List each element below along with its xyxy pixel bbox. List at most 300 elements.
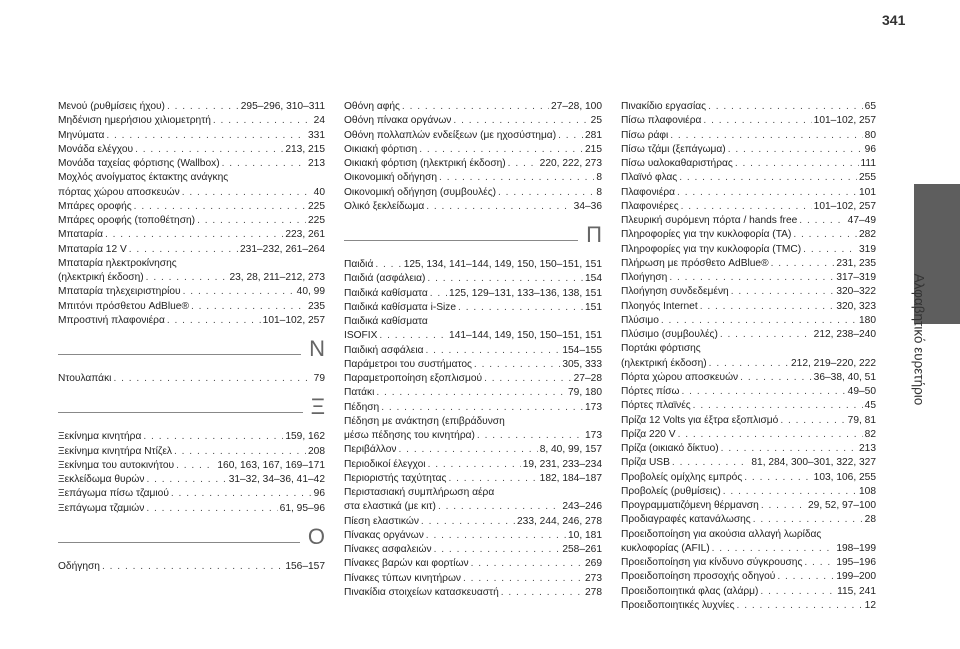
entry-page-numbers: 182, 184–187 — [539, 472, 602, 484]
index-entry — [621, 200, 876, 214]
dot-leader — [146, 502, 277, 516]
dot-leader — [471, 557, 583, 571]
index-entry — [621, 399, 876, 413]
entry-page-numbers: 255 — [859, 172, 876, 184]
index-entry — [344, 344, 602, 358]
index-entry-line — [621, 257, 876, 271]
index-entry — [621, 414, 876, 428]
entry-label: Προειδοποίηση για ακούσια αλλαγή λωρίδας — [621, 528, 822, 540]
entry-page-numbers: 208 — [308, 445, 325, 457]
dot-leader — [723, 485, 857, 499]
index-entry-line — [344, 143, 602, 157]
index-entry-line — [621, 456, 876, 470]
index-entry — [58, 285, 325, 299]
entry-label: Πρίζα 220 V — [621, 428, 676, 440]
entry-page-numbers: 103, 106, 255 — [813, 471, 876, 483]
index-entry-line — [58, 560, 325, 574]
index-entry-line — [344, 429, 602, 443]
dot-leader — [793, 228, 857, 242]
entry-label: Παραμετροποίηση εξοπλισμού — [344, 373, 483, 384]
index-entry-line — [58, 100, 325, 114]
entry-page-numbers: 281 — [585, 129, 602, 141]
index-entry-line — [58, 214, 325, 228]
entry-page-numbers: 317–319 — [836, 272, 876, 283]
entry-page-numbers: 235 — [308, 300, 325, 312]
index-entry — [621, 314, 876, 328]
index-entry-line — [344, 129, 602, 143]
dot-leader — [708, 100, 863, 114]
entry-label: Οικονομική οδήγηση (συμβουλές) — [344, 186, 497, 198]
entry-label: Προγραμματιζόμενη θέρμανση — [621, 500, 759, 511]
section-rule — [58, 354, 325, 355]
index-entry-line — [58, 171, 325, 185]
index-entry-line — [344, 315, 602, 329]
index-entry — [621, 100, 876, 114]
entry-page-numbers: 159, 162 — [285, 431, 325, 443]
entry-page-numbers: 101–102, 257 — [813, 115, 876, 127]
dot-leader — [106, 129, 306, 143]
index-entry-line — [58, 228, 325, 242]
entry-label: ISOFIX — [344, 330, 378, 342]
section-rule — [344, 240, 602, 241]
entry-page-numbers: 49–50 — [847, 386, 876, 397]
index-entry-line — [621, 171, 876, 185]
dot-leader — [672, 456, 749, 470]
entry-label: Πληροφορίες για την κυκλοφορία (TA) — [621, 229, 792, 241]
entry-label: Περιοριστής ταχύτητας — [344, 472, 447, 484]
index-entry — [344, 557, 602, 571]
dot-leader — [213, 114, 312, 128]
index-entry — [621, 157, 876, 171]
index-column-1 — [58, 100, 325, 574]
index-entry — [58, 200, 325, 214]
dot-leader — [421, 515, 515, 529]
index-entry — [344, 100, 602, 114]
entry-label: Πλοήγηση — [621, 272, 668, 283]
entry-label: Παιδικά καθίσματα — [344, 287, 428, 299]
dot-leader — [693, 399, 863, 413]
index-entry — [621, 371, 876, 385]
index-entry — [58, 487, 325, 501]
index-entry-line — [621, 542, 876, 556]
dot-leader — [182, 186, 312, 200]
entry-page-numbers: 233, 244, 246, 278 — [517, 515, 602, 527]
dot-leader — [670, 129, 862, 143]
entry-label: Πέδηση με ανάκτηση (επιβράδυνση — [344, 415, 505, 427]
index-entry-line — [621, 428, 876, 442]
entry-label: Μπροστινή πλαφονιέρα — [58, 314, 165, 326]
entry-label: Πλαφονιέρες — [621, 200, 679, 212]
entry-page-numbers: 115, 241 — [837, 585, 876, 597]
index-entry — [621, 456, 876, 470]
entry-label: Πλαϊνό φλας — [621, 172, 678, 184]
index-entry — [621, 471, 876, 485]
section-letter: Ο — [300, 524, 325, 550]
index-entry-line — [621, 399, 876, 413]
entry-page-numbers: 111 — [860, 158, 876, 169]
entry-page-numbers: 80 — [864, 129, 876, 141]
dot-leader — [777, 570, 834, 584]
letter-section-divider — [58, 392, 325, 426]
index-entry — [344, 372, 602, 386]
index-entry — [621, 285, 876, 299]
index-entry — [58, 157, 325, 171]
dot-leader — [426, 200, 571, 214]
index-entry-line — [621, 157, 876, 171]
entry-label: Πλαφονιέρα — [621, 186, 676, 198]
index-column-2 — [344, 100, 602, 600]
entry-label: Πλευρική συρόμενη πόρτα / hands free — [621, 215, 798, 226]
entry-page-numbers: 320, 323 — [836, 300, 876, 312]
dot-leader — [448, 472, 537, 486]
index-entry — [621, 214, 876, 228]
dot-leader — [677, 186, 857, 200]
entry-page-numbers: 101 — [859, 186, 876, 198]
entry-label: Οικιακή φόρτιση — [344, 143, 418, 155]
index-entry-line — [344, 543, 602, 557]
index-entry — [344, 287, 602, 301]
dot-leader — [501, 586, 583, 600]
entry-page-numbers: 79, 180 — [568, 387, 602, 399]
index-entry — [621, 528, 876, 557]
index-entry — [344, 301, 602, 315]
dot-leader — [428, 458, 521, 472]
index-entry — [344, 157, 602, 171]
entry-label: Πίσω πλαφονιέρα — [621, 115, 702, 127]
dot-leader — [453, 114, 588, 128]
entry-label: Ξεκίνημα κινητήρα Ντίζελ — [58, 445, 172, 457]
index-entry — [621, 499, 876, 513]
dot-leader — [419, 143, 583, 157]
dot-leader — [197, 214, 306, 228]
entry-page-numbers: 151 — [585, 301, 602, 313]
index-entry-line — [344, 287, 602, 301]
entry-label: Ξεκλείδωμα θυρών — [58, 474, 145, 485]
entry-page-numbers: 24 — [313, 115, 325, 127]
index-entry-line — [344, 100, 602, 114]
entry-label: Περιοδικοί έλεγχοι — [344, 458, 426, 470]
entry-page-numbers: 154–155 — [562, 344, 602, 356]
section-rule — [58, 542, 325, 543]
entry-label: Πίνακας οργάνων — [344, 529, 424, 541]
dot-leader — [682, 385, 846, 399]
index-entry-line — [621, 342, 876, 356]
dot-leader — [167, 100, 239, 114]
index-entry-line — [58, 129, 325, 143]
entry-label: Προβολείς ομίχλης εμπρός — [621, 471, 743, 483]
index-entry — [344, 458, 602, 472]
entry-label: κυκλοφορίας (AFIL) — [621, 542, 710, 554]
entry-label: Μπιτόνι πρόσθετου AdBlue® — [58, 300, 189, 312]
index-entry — [621, 171, 876, 185]
entry-label: Πληροφορίες για την κυκλοφορία (TMC) — [621, 243, 802, 255]
index-entry-line — [344, 415, 602, 429]
dot-leader — [735, 157, 859, 171]
entry-page-numbers: 160, 163, 167, 169–171 — [217, 459, 325, 471]
dot-leader — [712, 542, 835, 556]
index-entry-line — [58, 186, 325, 200]
index-entry-line — [621, 129, 876, 143]
entry-label: Προειδοποιητικές λυχνίες — [621, 599, 735, 611]
index-entry-line — [344, 458, 602, 472]
index-entry — [621, 129, 876, 143]
index-entry — [621, 599, 876, 613]
index-entry — [58, 445, 325, 459]
page-number: 341 — [882, 12, 906, 28]
dot-leader — [438, 500, 560, 514]
entry-page-numbers: 65 — [864, 101, 876, 112]
index-entry-line — [621, 485, 876, 499]
section-letter: Π — [578, 222, 602, 248]
entry-page-numbers: 213, 215 — [285, 143, 325, 155]
index-entry — [58, 473, 325, 487]
dot-leader — [477, 429, 583, 443]
entry-page-numbers: 101–102, 257 — [813, 200, 876, 212]
entry-label: Προειδοποιητικά φλας (αλάρμ) — [621, 585, 759, 597]
index-entry-line — [344, 186, 602, 200]
index-entry — [621, 243, 876, 257]
index-entry — [58, 314, 325, 328]
index-entry — [58, 300, 325, 314]
index-entry-line — [621, 528, 876, 542]
dot-leader — [780, 414, 845, 428]
entry-label: Παιδικά καθίσματα i-Size — [344, 301, 457, 313]
entry-page-numbers: 108 — [859, 485, 876, 497]
entry-page-numbers: 220, 222, 273 — [539, 158, 602, 169]
entry-page-numbers: 101–102, 257 — [262, 314, 325, 326]
entry-page-numbers: 34–36 — [573, 200, 602, 212]
entry-label: Προβολείς (ρυθμίσεις) — [621, 485, 721, 497]
entry-label: Πίσω ράφι — [621, 129, 669, 141]
entry-page-numbers: 278 — [585, 586, 602, 598]
index-entry-line — [58, 243, 325, 257]
entry-label: Ξεπάγωμα τζαμιών — [58, 502, 145, 514]
index-entry-line — [58, 157, 325, 171]
dot-leader — [771, 257, 835, 271]
dot-leader — [376, 386, 566, 400]
dot-leader — [463, 572, 583, 586]
entry-label: Πίσω τζάμι (ξεπάγωμα) — [621, 143, 726, 155]
index-entry — [621, 485, 876, 499]
entry-page-numbers: 231–232, 261–264 — [240, 243, 325, 255]
dot-leader — [439, 171, 594, 185]
index-entry-line — [621, 200, 876, 214]
index-entry — [621, 114, 876, 128]
entry-page-numbers: 10, 181 — [568, 529, 602, 541]
index-entry-line — [58, 300, 325, 314]
index-entry-line — [344, 301, 602, 315]
entry-page-numbers: 223, 261 — [285, 229, 325, 241]
entry-label: Πλύσιμο (συμβουλές) — [621, 329, 718, 340]
entry-page-numbers: 47–49 — [847, 215, 876, 226]
entry-label: Πρίζα (οικιακό δίκτυο) — [621, 443, 719, 454]
dot-leader — [113, 372, 311, 386]
dot-leader — [761, 499, 806, 513]
entry-label: Πίνακες τύπων κινητήρων — [344, 572, 461, 584]
entry-label: Μπάρες οροφής (τοποθέτηση) — [58, 215, 196, 226]
entry-page-numbers: 79 — [313, 373, 325, 384]
entry-page-numbers: 173 — [585, 401, 602, 413]
index-entry-line — [344, 515, 602, 529]
index-entry-line — [58, 459, 325, 473]
index-entry — [344, 272, 602, 286]
entry-label: Παιδιά (ασφάλεια) — [344, 273, 426, 285]
index-entry-line — [58, 271, 325, 285]
dot-leader — [744, 471, 811, 485]
index-entry — [621, 143, 876, 157]
index-entry-line — [58, 487, 325, 501]
entry-label: Μπάρες οροφής — [58, 200, 132, 212]
entry-page-numbers: 23, 28, 211–212, 273 — [229, 272, 325, 283]
entry-page-numbers: 36–38, 40, 51 — [813, 371, 876, 383]
entry-page-numbers: 28 — [864, 514, 876, 526]
index-entry — [344, 143, 602, 157]
index-entry — [344, 529, 602, 543]
entry-label: Πλοηγός Internet — [621, 300, 698, 312]
letter-section-divider — [344, 220, 602, 254]
entry-page-numbers: 141–144, 149, 150, 150–151, 151 — [449, 330, 602, 342]
index-entry — [621, 271, 876, 285]
entry-label: Ξεκίνημα του αυτοκινήτου — [58, 459, 175, 471]
entry-label: Πόρτα χώρου αποσκευών — [621, 371, 739, 383]
entry-page-numbers: 273 — [585, 572, 602, 584]
entry-label: Ολικό ξεκλείδωμα — [344, 200, 425, 212]
index-entry-line — [621, 143, 876, 157]
dot-leader — [498, 186, 594, 200]
index-entry-line — [58, 502, 325, 516]
dot-leader — [375, 258, 401, 272]
entry-page-numbers: 27–28 — [573, 373, 602, 384]
letter-section-divider — [58, 522, 325, 556]
entry-label: Πόρτες πίσω — [621, 386, 680, 397]
index-entry-line — [58, 473, 325, 487]
entry-label: Μονάδα ταχείας φόρτισης (Wallbox) — [58, 158, 220, 169]
index-entry — [58, 257, 325, 286]
dot-leader — [731, 285, 835, 299]
index-entry-line — [344, 358, 602, 372]
entry-label: πόρτας χώρου αποσκευών — [58, 186, 180, 198]
index-entry-line — [344, 386, 602, 400]
index-entry-line — [621, 556, 876, 570]
index-entry — [344, 114, 602, 128]
index-entry-line — [344, 500, 602, 514]
dot-leader — [174, 445, 306, 459]
dot-leader — [661, 314, 857, 328]
index-entry — [344, 386, 602, 400]
index-entry-line — [621, 228, 876, 242]
index-entry-line — [621, 499, 876, 513]
index-entry — [58, 129, 325, 143]
dot-leader — [222, 157, 306, 171]
entry-label: Προδιαγραφές κατανάλωσης — [621, 514, 751, 526]
entry-label: Παιδικά καθίσματα — [344, 316, 428, 327]
index-entry — [344, 515, 602, 529]
dot-leader — [558, 129, 583, 143]
entry-label: Ξεκίνημα κινητήρα — [58, 431, 142, 443]
dot-leader — [191, 300, 306, 314]
dot-leader — [146, 271, 228, 285]
dot-leader — [678, 428, 863, 442]
entry-label: Μοχλός ανοίγματος έκτακτης ανάγκης — [58, 172, 229, 184]
entry-label: Ξεπάγωμα πίσω τζαμιού — [58, 488, 169, 500]
entry-label: Πίεση ελαστικών — [344, 515, 419, 527]
index-entry — [58, 430, 325, 444]
index-entry — [621, 186, 876, 200]
index-entry-line — [621, 314, 876, 328]
dot-leader — [721, 442, 857, 456]
entry-page-numbers: 154 — [585, 273, 602, 285]
entry-page-numbers: 320–322 — [836, 286, 876, 298]
dot-leader — [709, 357, 789, 371]
entry-label: Πλήρωση με πρόσθετο AdBlue® — [621, 257, 769, 269]
dot-leader — [135, 143, 283, 157]
entry-label: Πίνακες βαρών και φορτίων — [344, 558, 469, 570]
index-entry — [344, 586, 602, 600]
entry-page-numbers: 40, 99 — [296, 286, 325, 298]
index-entry-line — [344, 529, 602, 543]
entry-label: Μηνύματα — [58, 129, 105, 141]
index-entry — [58, 459, 325, 473]
index-entry — [621, 342, 876, 371]
index-entry-line — [344, 272, 602, 286]
index-entry-line — [621, 300, 876, 314]
index-entry-line — [344, 344, 602, 358]
entry-page-numbers: 243–246 — [562, 501, 602, 513]
entry-page-numbers: 29, 52, 97–100 — [808, 500, 876, 511]
index-entry — [621, 300, 876, 314]
entry-page-numbers: 81, 284, 300–301, 322, 327 — [751, 457, 876, 469]
entry-label: στα ελαστικά (με κιτ) — [344, 501, 436, 513]
index-entry — [621, 585, 876, 599]
dot-leader — [799, 214, 845, 228]
entry-label: Μηδένιση ημερήσιου χιλιομετρητή — [58, 115, 211, 127]
entry-page-numbers: 31–32, 34–36, 41–42 — [228, 474, 325, 485]
entry-label: μέσω πέδησης του κινητήρα) — [344, 430, 475, 441]
entry-page-numbers: 12 — [864, 599, 876, 611]
index-entry — [344, 315, 602, 344]
dot-leader — [102, 560, 283, 574]
index-entry-line — [621, 243, 876, 257]
index-entry-line — [344, 200, 602, 214]
index-entry — [58, 372, 325, 386]
index-entry-line — [344, 114, 602, 128]
entry-page-numbers: 198–199 — [836, 542, 876, 554]
index-entry — [621, 513, 876, 527]
entry-label: Μπαταρία ηλεκτροκίνησης — [58, 257, 177, 269]
entry-page-numbers: 215 — [585, 143, 602, 155]
entry-page-numbers: 195–196 — [836, 557, 876, 568]
dot-leader — [379, 329, 447, 343]
entry-page-numbers: 45 — [864, 400, 876, 412]
dot-leader — [703, 114, 811, 128]
section-letter: Ξ — [303, 394, 325, 420]
index-entry — [344, 171, 602, 185]
entry-label: Ντουλαπάκι — [58, 373, 112, 384]
index-entry — [344, 200, 602, 214]
entry-label: Πινακίδια στοιχείων κατασκευαστή — [344, 586, 499, 598]
entry-page-numbers: 173 — [585, 430, 602, 441]
dot-leader — [183, 285, 295, 299]
entry-label: Πατάκι — [344, 387, 375, 399]
index-entry — [344, 572, 602, 586]
entry-page-numbers: 19, 231, 233–234 — [522, 458, 602, 470]
index-entry-line — [621, 442, 876, 456]
index-entry — [621, 442, 876, 456]
index-entry — [344, 443, 602, 457]
index-entry — [58, 243, 325, 257]
index-entry — [344, 258, 602, 272]
dot-leader — [700, 300, 835, 314]
